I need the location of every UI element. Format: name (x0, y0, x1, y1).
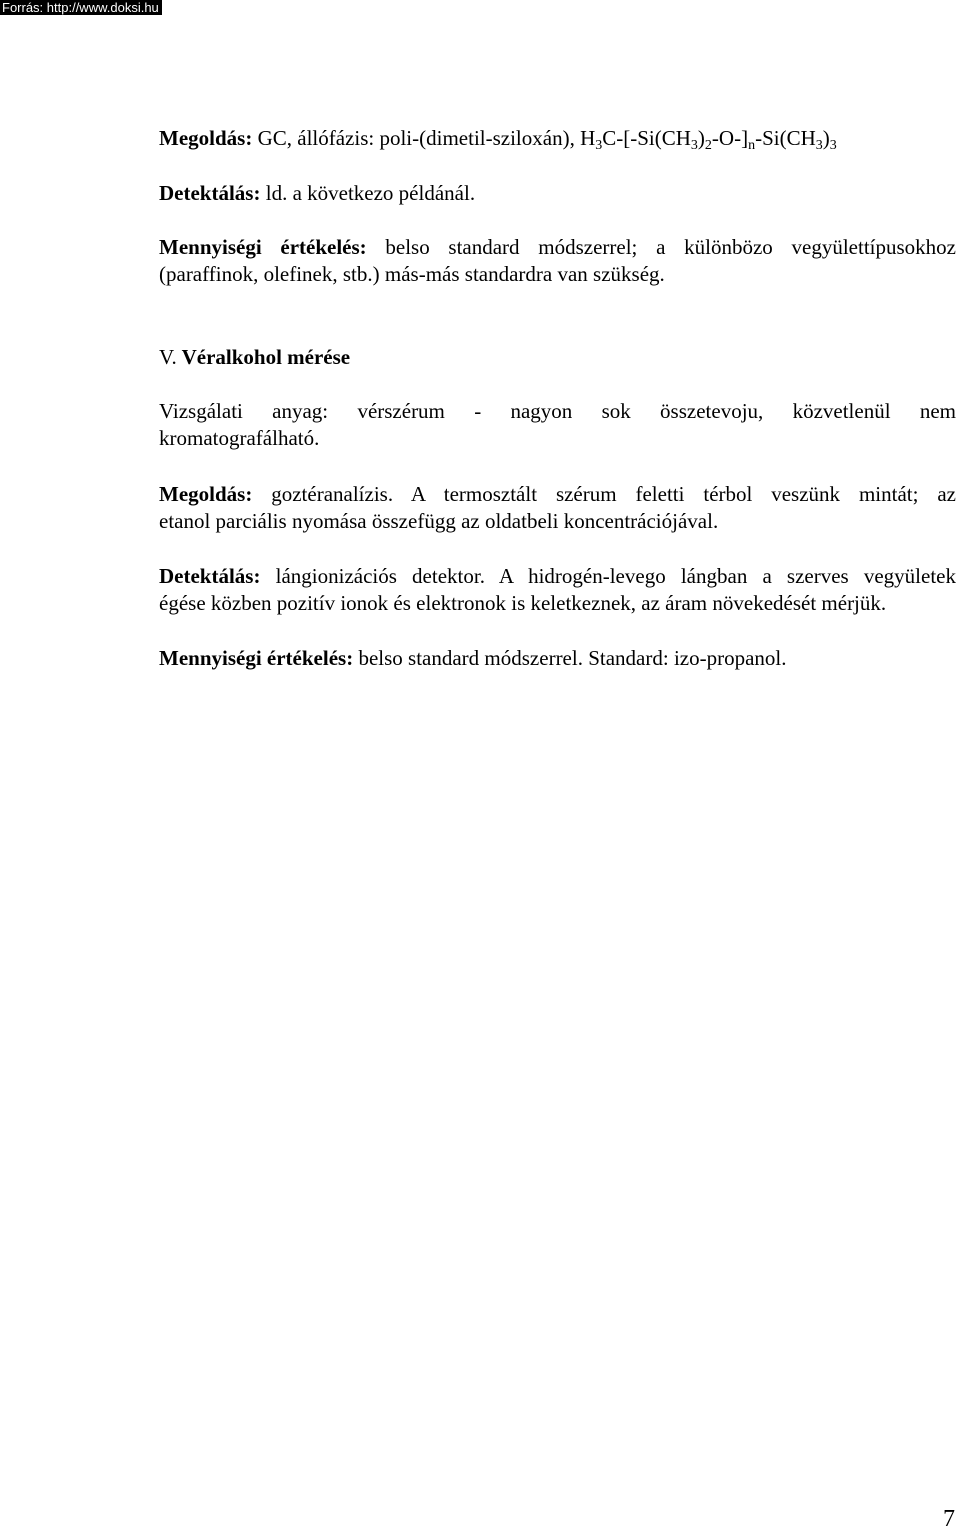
text-line: Megoldás: goztéranalízis. A termosztált szérum feletti térbol veszünk mintát; az (159, 482, 956, 506)
label-mennyisegi: Mennyiségi értékelés: (159, 646, 354, 670)
paragraph-solution-gc: Megoldás: GC, állófázis: poli-(dimetil-sziloxán), $H_3C-[-Si(CH_3)_2-O-]_n-Si(CH_3)_3$ (159, 126, 837, 153)
section-heading (159, 344, 956, 371)
paragraph-detection-fid (159, 563, 956, 617)
page-number: 7 (943, 1506, 955, 1532)
text-line: égése közben pozitív ionok és elektronok is keletkeznek, az áram növekedését mérjük. (159, 591, 887, 615)
paragraph-quantitative-standard: Mennyiségi értékelés: belso standard módszerrel. Standard: izo-propanol. (159, 646, 787, 670)
text-line: Detektálás: lángionizációs detektor. A hidrogén-levego lángban a szerves vegyületek (159, 564, 956, 588)
label-mennyisegi: Mennyiségi értékelés: (159, 235, 367, 259)
section-number: V. (159, 345, 177, 369)
label-detektalas: Detektálás: (159, 564, 261, 588)
label-megoldas: Megoldás: (159, 482, 253, 506)
source-text: Forrás: http://www.doksi.hu (2, 0, 159, 15)
paragraph-detection-ref: Detektálás: ld. a következo példánál. (159, 181, 476, 205)
section-title: Véralkohol mérése (176, 345, 351, 369)
text-line: (paraffinok, olefinek, stb.) más-más standardra van szükség. (159, 262, 665, 286)
source-watermark (0, 0, 162, 15)
text-line: Vizsgálati anyag: vérszérum - nagyon sok összetevoju, közvetlenül nem (159, 399, 956, 423)
text-line: Mennyiségi értékelés: belso standard módszerrel; a különbözo vegyülettípusokhoz (159, 235, 956, 259)
paragraph-solution-headspace (159, 481, 956, 535)
label-megoldas: Megoldás: (159, 126, 253, 150)
label-detektalas: Detektálás: (159, 181, 261, 205)
text-line: etanol parciális nyomása összefügg az oldatbeli koncentrációjával. (159, 509, 719, 533)
paragraph-sample-material (159, 398, 956, 452)
paragraph-quantitative-evaluation (159, 234, 956, 288)
text-line: kromatografálható. (159, 426, 320, 450)
